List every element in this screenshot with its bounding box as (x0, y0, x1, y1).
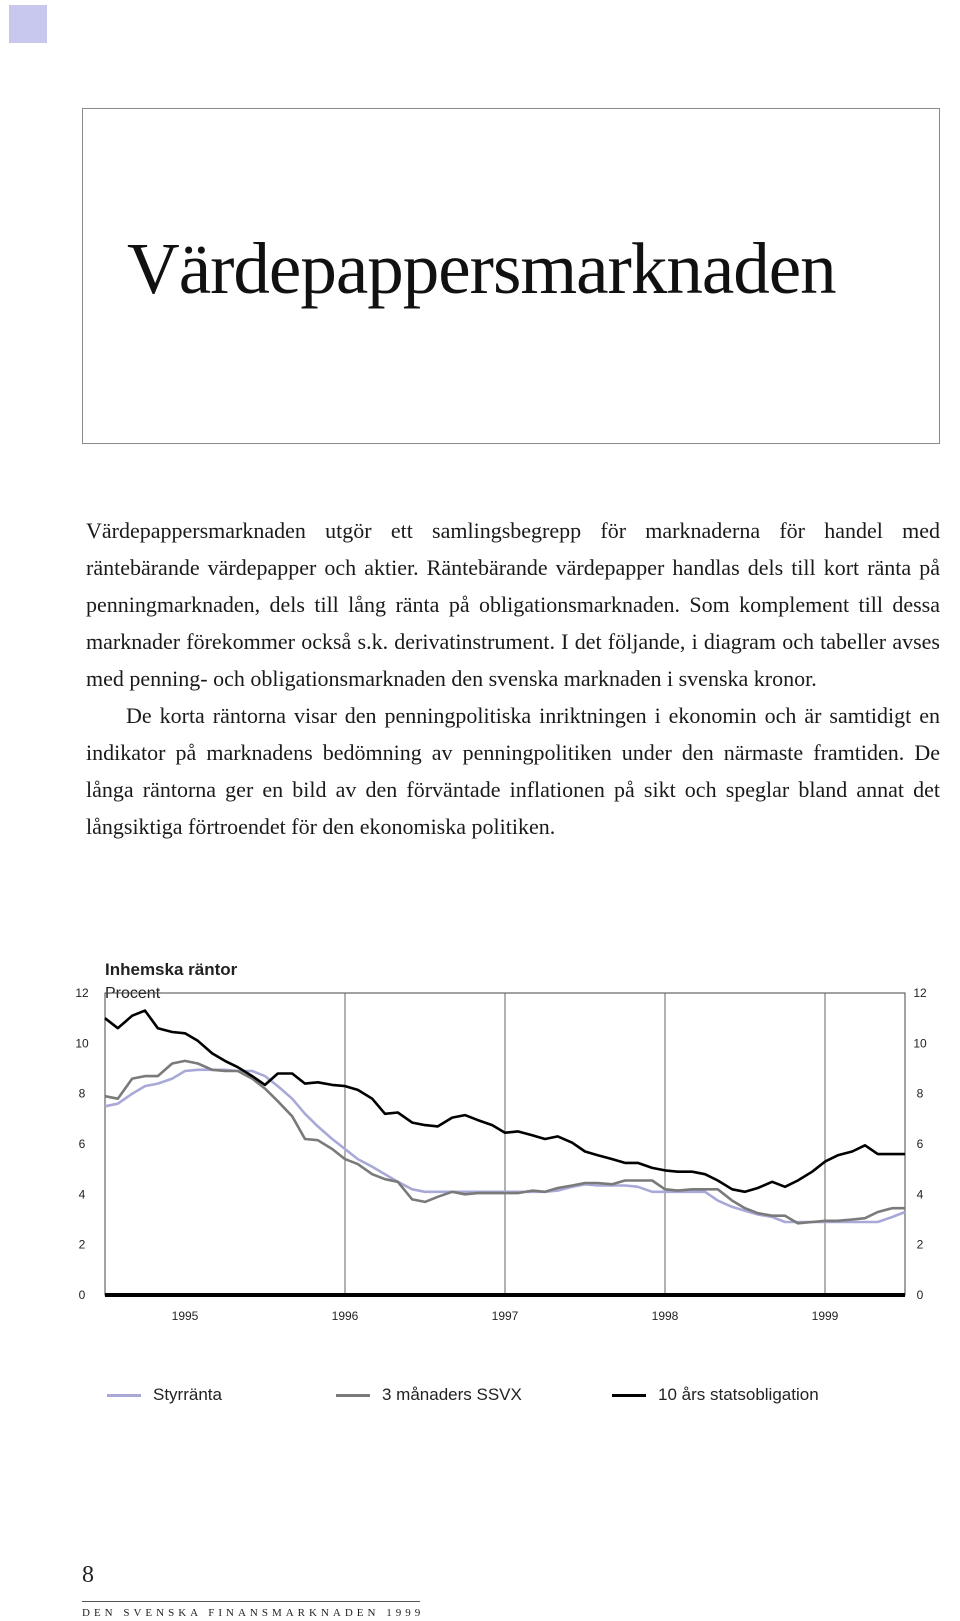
y-tick-label-left: 12 (75, 986, 89, 1000)
y-tick-label-left: 2 (78, 1237, 86, 1252)
y-tick-label-left: 6 (78, 1137, 86, 1151)
y-tick-label-right: 0 (916, 1288, 924, 1302)
rate-chart (0, 960, 960, 1430)
chart-title: Inhemska räntor (105, 960, 238, 979)
publication-name: DEN SVENSKA FINANSMARKNADEN 1999 (82, 1607, 425, 1619)
footer-rule (82, 1601, 420, 1602)
legend-label-ssvx: 3 månaders SSVX (382, 1385, 522, 1404)
chart-plot (0, 960, 960, 1360)
legend-item-obligation (612, 1380, 819, 1410)
x-tick-label: 1995 (171, 1309, 199, 1323)
x-tick-label: 1996 (331, 1309, 359, 1323)
chart-legend (0, 1380, 960, 1410)
page-number: 8 (82, 1562, 94, 1588)
body-text (86, 512, 940, 845)
y-tick-label-right: 4 (916, 1187, 924, 1202)
legend-item-styrranta (107, 1380, 222, 1410)
x-tick-label: 1999 (811, 1309, 839, 1323)
paragraph-2: De korta räntorna visar den penningpolitiska inriktningen i ekonomin och är samtidigt en indikator på marknadens bedömning av penningpolitiken under den närmaste framtiden. De långa räntorna ger en bild av den förväntade inflationen på sikt och speglar bland annat det långsiktiga förtroendet för den ekonomiska politiken. (86, 703, 940, 839)
y-tick-label-left: 4 (78, 1187, 86, 1202)
legend-label-styrranta: Styrränta (153, 1385, 222, 1404)
legend-swatch-obligation (612, 1394, 646, 1397)
y-tick-label-right: 10 (913, 1036, 927, 1051)
y-tick-label-right: 2 (916, 1237, 924, 1252)
legend-swatch-ssvx (336, 1394, 370, 1397)
corner-mark (9, 5, 47, 43)
legend-swatch-styrranta (107, 1394, 141, 1397)
x-tick-label: 1997 (491, 1309, 519, 1323)
y-tick-label-left: 0 (78, 1288, 86, 1302)
title-box (82, 108, 940, 444)
page-title: Värdepappersmarknaden (127, 228, 836, 309)
legend-item-ssvx (336, 1380, 522, 1410)
y-tick-label-left: 10 (75, 1036, 89, 1051)
chart-unit-label: Procent (105, 985, 161, 1002)
y-tick-label-right: 8 (916, 1086, 924, 1101)
y-tick-label-right: 6 (916, 1137, 924, 1151)
legend-label-obligation: 10 års statsobligation (658, 1385, 819, 1404)
y-tick-label-left: 8 (78, 1086, 86, 1101)
paragraph-1: Värdepappersmarknaden utgör ett samlingsbegrepp för marknaderna för handel med räntebärande värdepapper och aktier. Räntebärande värdepapper handlas dels till kort ränta på penningmarknaden, dels till lång ränta på obligationsmarknaden. Som komplement till dessa marknader förekommer också s.k. derivatinstrument. I det följande, i diagram och tabeller avses med penning- och obligationsmarknaden den svenska marknaden i svenska kronor. (86, 518, 940, 691)
x-tick-label: 1998 (651, 1309, 679, 1323)
y-tick-label-right: 12 (913, 986, 927, 1000)
